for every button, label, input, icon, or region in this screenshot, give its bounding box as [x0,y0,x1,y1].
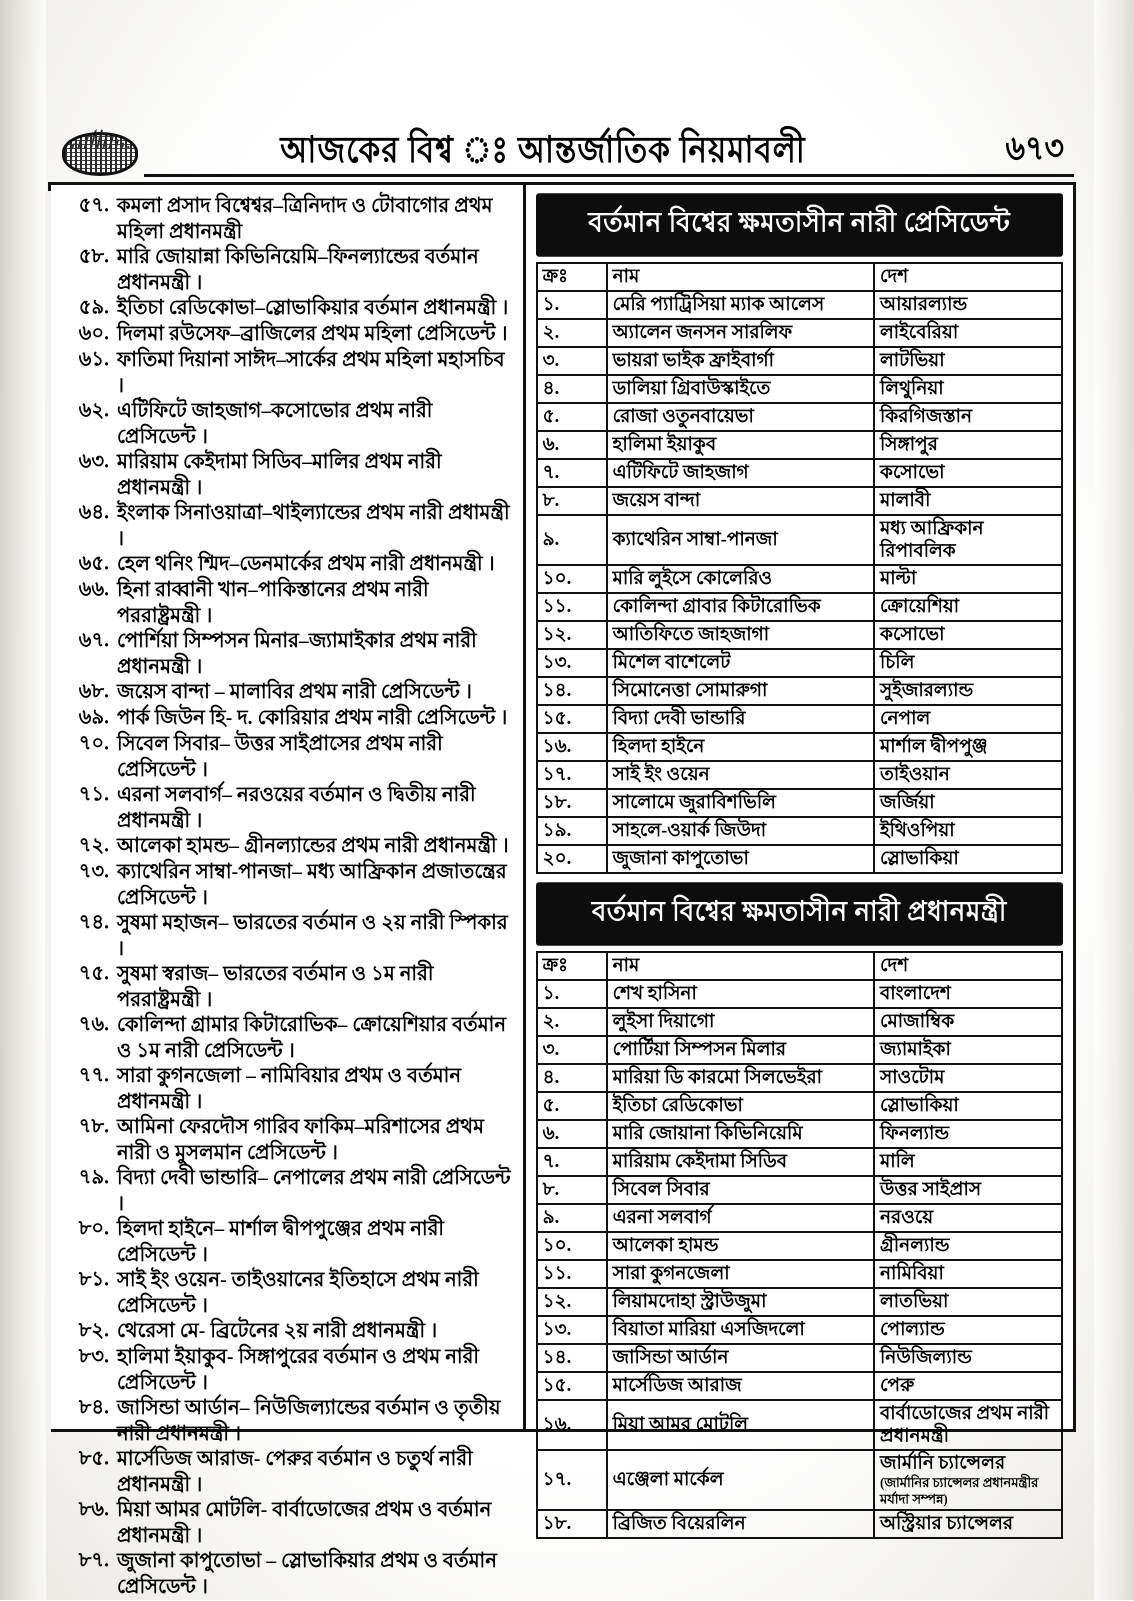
list-item-number: ৭৭. [78,1064,109,1087]
cell-country: আয়ারল্যান্ড [874,291,1062,320]
list-item [61,295,515,320]
list-item-number: ৮৬. [78,1498,109,1521]
cell-name: জুজানা কাপুতোভা [607,845,874,874]
list-item-text: সারা কুগনজেলা – নামিবিয়ার প্রথম ও বর্তমান প্রধানমন্ত্রী । [117,1065,462,1114]
cell-name: আতিফিতে জাহজাগা [607,621,874,650]
list-item [61,859,515,909]
cell-sl: ৩. [537,347,607,376]
list-item-text: কমলা প্রসাদ বিশ্বেশ্বর–ত্রিনিদাদ ও টোবাগোর প্রথম মহিলা প্রধানমন্ত্রী [117,195,493,244]
cell-country: লাতভিয়া [874,1288,1062,1317]
cell-name: পোর্টিয়া সিম্পসন মিলার [607,1036,874,1065]
list-item-number: ৮৩. [78,1345,109,1368]
list-item [61,1012,515,1062]
cell-country: বার্বাডোজের প্রথম নারী প্রধানমন্ত্রী [874,1399,1062,1451]
cell-country: নেপাল [874,705,1062,734]
table-row [537,1372,1062,1400]
presidents-banner: বর্তমান বিশ্বের ক্ষমতাসীন নারী প্রেসিডেন্ট [536,193,1063,257]
cell-name: এঞ্জেলা মার্কেল [607,1449,874,1511]
cell-name: এরনা সলবার্গ [607,1204,874,1233]
table-row [537,1232,1062,1260]
cell-sl: ৮. [537,1176,607,1205]
list-item [61,1267,515,1317]
content-frame [48,182,1076,1599]
cell-name: মার্সেডিজ আরাজ [607,1372,874,1401]
cell-name: মারি লুইসে কোলেরিও [607,565,874,594]
cell-country: লিথুনিয়া [874,375,1062,404]
table-row [537,1344,1062,1372]
cell-name: বিদ্যা দেবী ভান্ডারি [607,705,874,734]
cell-sl: ১৮. [537,1510,607,1539]
cell-sl: ১৪. [537,1344,607,1373]
list-item-text: হেল থনিং শ্মিদ–ডেনমার্কের প্রথম নারী প্রধানমন্ত্রী । [117,553,495,576]
cell-country: মধ্য আফ্রিকান রিপাবলিক [874,514,1062,566]
cell-sl: ১১. [537,593,607,622]
list-item-text: বিদ্যা দেবী ভান্ডারি– নেপালের প্রথম নারী প্রেসিডেন্ট । [117,1167,511,1216]
list-item-number: ৭১. [78,783,109,806]
numbered-fact-list [61,193,515,1598]
list-item [61,1165,515,1215]
list-item-text: পোর্শিয়া সিম্পসন মিনার–জ্যামাইকার প্রথম নারী প্রধানমন্ত্রী । [117,630,477,679]
list-item [61,1318,515,1343]
table-row [537,1510,1062,1538]
cell-country: গ্রীনল্যান্ড [874,1232,1062,1261]
list-item-text: হিলদা হাইনে– মার্শাল দ্বীপপুঞ্জের প্রথম নারী প্রেসিডেন্ট । [117,1218,445,1267]
cell-name: ডালিয়া গ্রিবাউস্কাইতে [607,375,874,404]
table-row [537,347,1062,375]
table-row [537,789,1062,817]
list-item-number: ৭৯. [78,1166,109,1189]
list-item [61,1446,515,1496]
cell-sl: ১১. [537,1260,607,1289]
table-header-row [537,952,1062,980]
list-item-number: ৬৫. [78,552,109,575]
list-item [61,1216,515,1266]
cell-country: পোল্যান্ড [874,1316,1062,1345]
header-divider [144,174,1074,177]
page-number: ৬৭৩ [1005,129,1064,168]
left-column [51,185,526,1599]
cell-country: মোজাম্বিক [874,1008,1062,1037]
book-page [48,120,1078,1599]
cell-name: হিলদা হাইনে [607,733,874,762]
column-header-sl: ক্রঃ [537,952,607,981]
cell-country: নরওয়ে [874,1204,1062,1233]
table-row [537,1316,1062,1344]
table-row [537,1120,1062,1148]
page-header [48,120,1078,182]
list-item [61,193,515,243]
table-row [537,980,1062,1008]
cell-country: বাংলাদেশ [874,980,1062,1009]
table-row [537,403,1062,431]
table-row [537,1008,1062,1036]
cell-sl: ৫. [537,1092,607,1121]
cell-country-note: (জার্মানির চ্যান্সেলর প্রধানমন্ত্রীর মর্যাদা সম্পন্ন) [880,1474,1039,1507]
cell-name: জয়েস বান্দা [607,487,874,516]
cell-name: ভায়রা ভাইক ফ্রাইবার্গা [607,347,874,376]
cell-name: মেরি প্যাট্রিসিয়া ম্যাক আলেস [607,291,874,320]
pms-banner: বর্তমান বিশ্বের ক্ষমতাসীন নারী প্রধানমন্ত্রী [536,882,1063,946]
column-header-country: দেশ [874,263,1062,292]
list-item-number: ৬৪. [78,501,109,524]
table-row [537,431,1062,459]
list-item-number: ৭০. [78,732,109,755]
cell-sl: ১২. [537,1288,607,1317]
list-item [61,910,515,960]
table-row [537,319,1062,347]
list-item [61,577,515,627]
cell-sl: ২. [537,1008,607,1037]
cell-sl: ১. [537,980,607,1009]
list-item-text: মারিয়াম কেইদামা সিডিব–মালির প্রথম নারী প্রধানমন্ত্রী । [117,451,442,500]
table-row [537,1092,1062,1120]
list-item [61,1063,515,1113]
cell-sl: ৪. [537,1064,607,1093]
cell-name: অ্যালেন জনসন সারলিফ [607,319,874,348]
cell-country: কসোভো [874,621,1062,650]
cell-sl: ১৩. [537,649,607,678]
list-item [61,551,515,576]
cell-name: মিয়া আমর মোটলি [607,1399,874,1451]
list-item-text: সুষমা মহাজন– ভারতের বর্তমান ও ২য় নারী স্পিকার । [117,912,508,961]
cell-name: জাসিন্ডা আর্ডান [607,1344,874,1373]
table-row [537,677,1062,705]
table-row [537,733,1062,761]
list-item [61,705,515,730]
cell-country: স্লোভাকিয়া [874,845,1062,874]
list-item-text: হিনা রাব্বানী খান–পাকিস্তানের প্রথম নারী পররাষ্ট্রমন্ত্রী । [117,579,429,628]
cell-country: লাইবেরিয়া [874,319,1062,348]
cell-sl: ৬. [537,431,607,460]
list-item [61,1395,515,1445]
cell-sl: ৯. [537,1204,607,1233]
emblem-icon [58,128,140,176]
cell-country: মাল্টা [874,565,1062,594]
list-item-text: সিবেল সিবার– উত্তর সাইপ্রাসের প্রথম নারী প্রেসিডেন্ট । [117,733,443,782]
presidents-table [536,262,1063,874]
cell-country: মালাবী [874,487,1062,516]
cell-country: উত্তর সাইপ্রাস [874,1176,1062,1205]
list-item-text: মিয়া আমর মোটলি- বার্বাডোজের প্রথম ও বর্তমান প্রধানমন্ত্রী । [117,1499,492,1548]
cell-name: সিবেল সিবার [607,1176,874,1205]
list-item-number: ৫৮. [78,245,109,268]
cell-country: চিলি [874,649,1062,678]
list-item-number: ৭৩. [78,860,109,883]
cell-country: ইথিওপিয়া [874,817,1062,846]
list-item-text: পার্ক জিউন হি- দ. কোরিয়ার প্রথম নারী প্রেসিডেন্ট । [117,707,508,730]
table-header-row [537,263,1062,291]
cell-name: সালোমে জুরাবিশভিলি [607,789,874,818]
list-item-text: হালিমা ইয়াকুব- সিঙ্গাপুরের বর্তমান ও প্রথম নারী প্রেসিডেন্ট । [117,1346,480,1395]
list-item-number: ৬৩. [78,450,109,473]
list-item-number: ৭৮. [78,1115,109,1138]
table-row [537,761,1062,789]
cell-sl: ১০. [537,565,607,594]
cell-name: ইতিচা রেডিকোভা [607,1092,874,1121]
cell-country: স্লোভাকিয়া [874,1092,1062,1121]
table-row [537,1176,1062,1204]
column-header-name: নাম [607,952,874,981]
cell-sl: ১৭. [537,1449,607,1511]
list-item-text: মার্সেডিজ আরাজ- পেরুর বর্তমান ও চতুর্থ নারী প্রধানমন্ত্রী । [117,1448,473,1497]
cell-country: সিঙ্গাপুর [874,431,1062,460]
list-item-text: এটিফিটে জাহজাগ–কসোভোর প্রথম নারী প্রেসিডেন্ট । [117,400,433,449]
table-row [537,1260,1062,1288]
cell-name: হালিমা ইয়াকুব [607,431,874,460]
cell-sl: ৬. [537,1120,607,1149]
cell-name: লিয়ামদোহা স্ট্রাউজুমা [607,1288,874,1317]
table-row [537,515,1062,565]
cell-country: পেরু [874,1372,1062,1401]
list-item [61,679,515,704]
table-row [537,845,1062,873]
cell-sl: ১৭. [537,761,607,790]
cell-sl: ২. [537,319,607,348]
cell-sl: ১৫. [537,1372,607,1401]
cell-name: সাই ইং ওয়েন [607,761,874,790]
list-item-text: মারি জোয়ান্না কিভিনিয়েমি–ফিনল্যান্ডের বর্তমান প্রধানমন্ত্রী । [117,246,479,295]
column-header-name: নাম [607,263,874,292]
list-item-number: ৭৫. [78,962,109,985]
cell-country: জ্যামাইকা [874,1036,1062,1065]
list-item-number: ৭৪. [78,911,109,934]
cell-name: সাহলে-ওয়ার্ক জিউদা [607,817,874,846]
list-item [61,1114,515,1164]
list-item [61,1497,515,1547]
list-item [61,398,515,448]
cell-sl: ৪. [537,375,607,404]
cell-sl: ১৯. [537,817,607,846]
list-item-number: ৬১. [78,348,109,371]
cell-name: মারি জোয়ানা কিভিনিয়েমি [607,1120,874,1149]
cell-sl: ১. [537,291,607,320]
list-item [61,449,515,499]
cell-sl: ৫. [537,403,607,432]
cell-country: কিরগিজস্তান [874,403,1062,432]
pms-table [536,951,1063,1539]
list-item-number: ৮৪. [78,1396,109,1419]
list-item-text: আমিনা ফেরদৌস গারিব ফাকিম–মরিশাসের প্রথম নারী ও মুসলমান প্রেসিডেন্ট । [117,1116,485,1165]
cell-sl: ১৮. [537,789,607,818]
table-row [537,705,1062,733]
cell-name: মারিয়াম কেইদামা সিডিব [607,1148,874,1177]
table-row [537,487,1062,515]
list-item-text: ক্যাথেরিন সাম্বা-পানজা– মধ্য আফ্রিকান প্রজাতন্ত্রের প্রেসিডেন্ট । [117,861,507,910]
list-item-text: থেরেসা মে- ব্রিটেনের ২য় নারী প্রধানমন্ত্রী । [117,1320,438,1343]
list-item-text: আলেকা হামন্ড– গ্রীনল্যান্ডের প্রথম নারী প্রধানমন্ত্রী । [117,835,509,858]
cell-name: সারা কুগনজেলা [607,1260,874,1289]
cell-country-main: জার্মানি চ্যান্সেলর [880,1453,1006,1474]
table-row [537,375,1062,403]
cell-name: বিয়াতা মারিয়া এসজিদলো [607,1316,874,1345]
cell-country: নিউজিল্যান্ড [874,1344,1062,1373]
list-item-number: ৭২. [78,834,109,857]
cell-country: কসোভো [874,459,1062,488]
table-row [537,1400,1062,1450]
list-item-text: ফাতিমা দিয়ানা সাঈদ–সার্কের প্রথম মহিলা মহাসচিব । [117,349,505,398]
cell-name: এটিফিটে জাহজাগ [607,459,874,488]
cell-name: শেখ হাসিনা [607,980,874,1009]
list-item-number: ৬৬. [78,578,109,601]
cell-country: মার্শাল দ্বীপপুঞ্জ [874,733,1062,762]
list-item [61,833,515,858]
cell-country: জর্জিয়া [874,789,1062,818]
list-item [61,244,515,294]
cell-sl: ১৬. [537,733,607,762]
cell-country: তাইওয়ান [874,761,1062,790]
cell-sl: ১২. [537,621,607,650]
cell-sl: ৯. [537,514,607,566]
page-title: আজকের বিশ্ব ঃ আন্তর্জাতিক নিয়মাবলী [280,129,806,171]
cell-sl: ৮. [537,487,607,516]
cell-name: লুইসা দিয়াগো [607,1008,874,1037]
list-item-text: কোলিন্দা গ্রামার কিটারোভিক– ক্রোয়েশিয়ার বর্তমান ও ১ম নারী প্রেসিডেন্ট । [117,1014,507,1063]
cell-country: নামিবিয়া [874,1260,1062,1289]
list-item [61,1344,515,1394]
cell-country: ফিনল্যান্ড [874,1120,1062,1149]
list-item-number: ৮৭. [78,1549,109,1572]
list-item-number: ৬৭. [78,629,109,652]
cell-sl: ৩. [537,1036,607,1065]
table-row [537,1036,1062,1064]
list-item [61,321,515,346]
list-item-number: ৫৯. [78,296,109,319]
cell-name: কোলিন্দা গ্রাবার কিটারোভিক [607,593,874,622]
cell-country: লাটভিয়া [874,347,1062,376]
list-item-text: ইতিচা রেডিকোভা–স্লোভাকিয়ার বর্তমান প্রধানমন্ত্রী । [117,297,509,320]
list-item-text: জয়েস বান্দা – মালাবির প্রথম নারী প্রেসিডেন্ট । [117,681,472,704]
cell-sl: ১৫. [537,705,607,734]
cell-name: মিশেল বাশেলেট [607,649,874,678]
column-header-country: দেশ [874,952,1062,981]
list-item-text: সুষমা স্বরাজ– ভারতের বর্তমান ও ১ম নারী পররাষ্ট্রমন্ত্রী । [117,963,434,1012]
list-item-text: এরনা সলবার্গ– নরওয়ের বর্তমান ও দ্বিতীয় নারী প্রধানমন্ত্রী । [117,784,476,833]
table-row [537,291,1062,319]
list-item-text: জুজানা কাপুতোভা – স্লোভাকিয়ার প্রথম ও বর্তমান প্রেসিডেন্ট । [117,1550,498,1599]
column-header-sl: ক্রঃ [537,263,607,292]
list-item-number: ৮২. [78,1319,109,1342]
cell-country: মালি [874,1148,1062,1177]
table-row [537,1204,1062,1232]
table-row [537,459,1062,487]
list-item-text: ইংলাক সিনাওয়াত্রা–থাইল্যান্ডের প্রথম নারী প্রধামন্ত্রী । [117,502,510,551]
list-item-number: ৮০. [78,1217,109,1240]
cell-sl: ২০. [537,845,607,874]
cell-sl: ৭. [537,459,607,488]
cell-name: সিমোনেত্তা সোমারুগা [607,677,874,706]
list-item [61,961,515,1011]
list-item-number: ৬৯. [78,706,109,729]
table-row [537,621,1062,649]
list-item [61,1548,515,1598]
list-item-text: জাসিন্ডা আর্ডান– নিউজিল্যান্ডের বর্তমান ও তৃতীয় নারী প্রধানমন্ত্রী । [117,1397,501,1446]
cell-sl: ১৬. [537,1399,607,1451]
cell-country: সাওটোম [874,1064,1062,1093]
table-row [537,1450,1062,1510]
list-item-number: ৮৫. [78,1447,109,1470]
list-item [61,347,515,397]
table-row [537,1148,1062,1176]
list-item-number: ৫৭. [78,194,109,217]
list-item [61,500,515,550]
list-item-number: ৬৮. [78,680,109,703]
table-row [537,1064,1062,1092]
table-row [537,593,1062,621]
list-item [61,628,515,678]
list-item-text: দিলমা রউসেফ–ব্রাজিলের প্রথম মহিলা প্রেসিডেন্ট । [117,323,508,346]
cell-sl: ১৩. [537,1316,607,1345]
list-item-text: সাই ইং ওয়েন- তাইওয়ানের ইতিহাসে প্রথম নারী প্রেসিডেন্ট । [117,1269,479,1318]
right-column [526,185,1073,1535]
cell-country: সুইজারল্যান্ড [874,677,1062,706]
table-row [537,649,1062,677]
cell-country: অস্ট্রিয়ার চ্যান্সেলর [874,1510,1062,1539]
cell-sl: ১০. [537,1232,607,1261]
cell-sl: ১৪. [537,677,607,706]
table-row [537,565,1062,593]
list-item-number: ৬০. [78,322,109,345]
list-item-number: ৬২. [78,399,109,422]
cell-name: আলেকা হামন্ড [607,1232,874,1261]
list-item-number: ৭৬. [78,1013,109,1036]
table-row [537,817,1062,845]
cell-country: ক্রোয়েশিয়া [874,593,1062,622]
cell-sl: ৭. [537,1148,607,1177]
list-item [61,731,515,781]
cell-name: মারিয়া ডি কারমো সিলভেইরা [607,1064,874,1093]
list-item [61,782,515,832]
cell-country [874,1449,1062,1511]
cell-name: ক্যাথেরিন সাম্বা-পানজা [607,514,874,566]
list-item-number: ৮১. [78,1268,109,1291]
cell-name: রোজা ওতুনবায়েভা [607,403,874,432]
cell-name: ব্রিজিত বিয়েরলিন [607,1510,874,1539]
table-row [537,1288,1062,1316]
